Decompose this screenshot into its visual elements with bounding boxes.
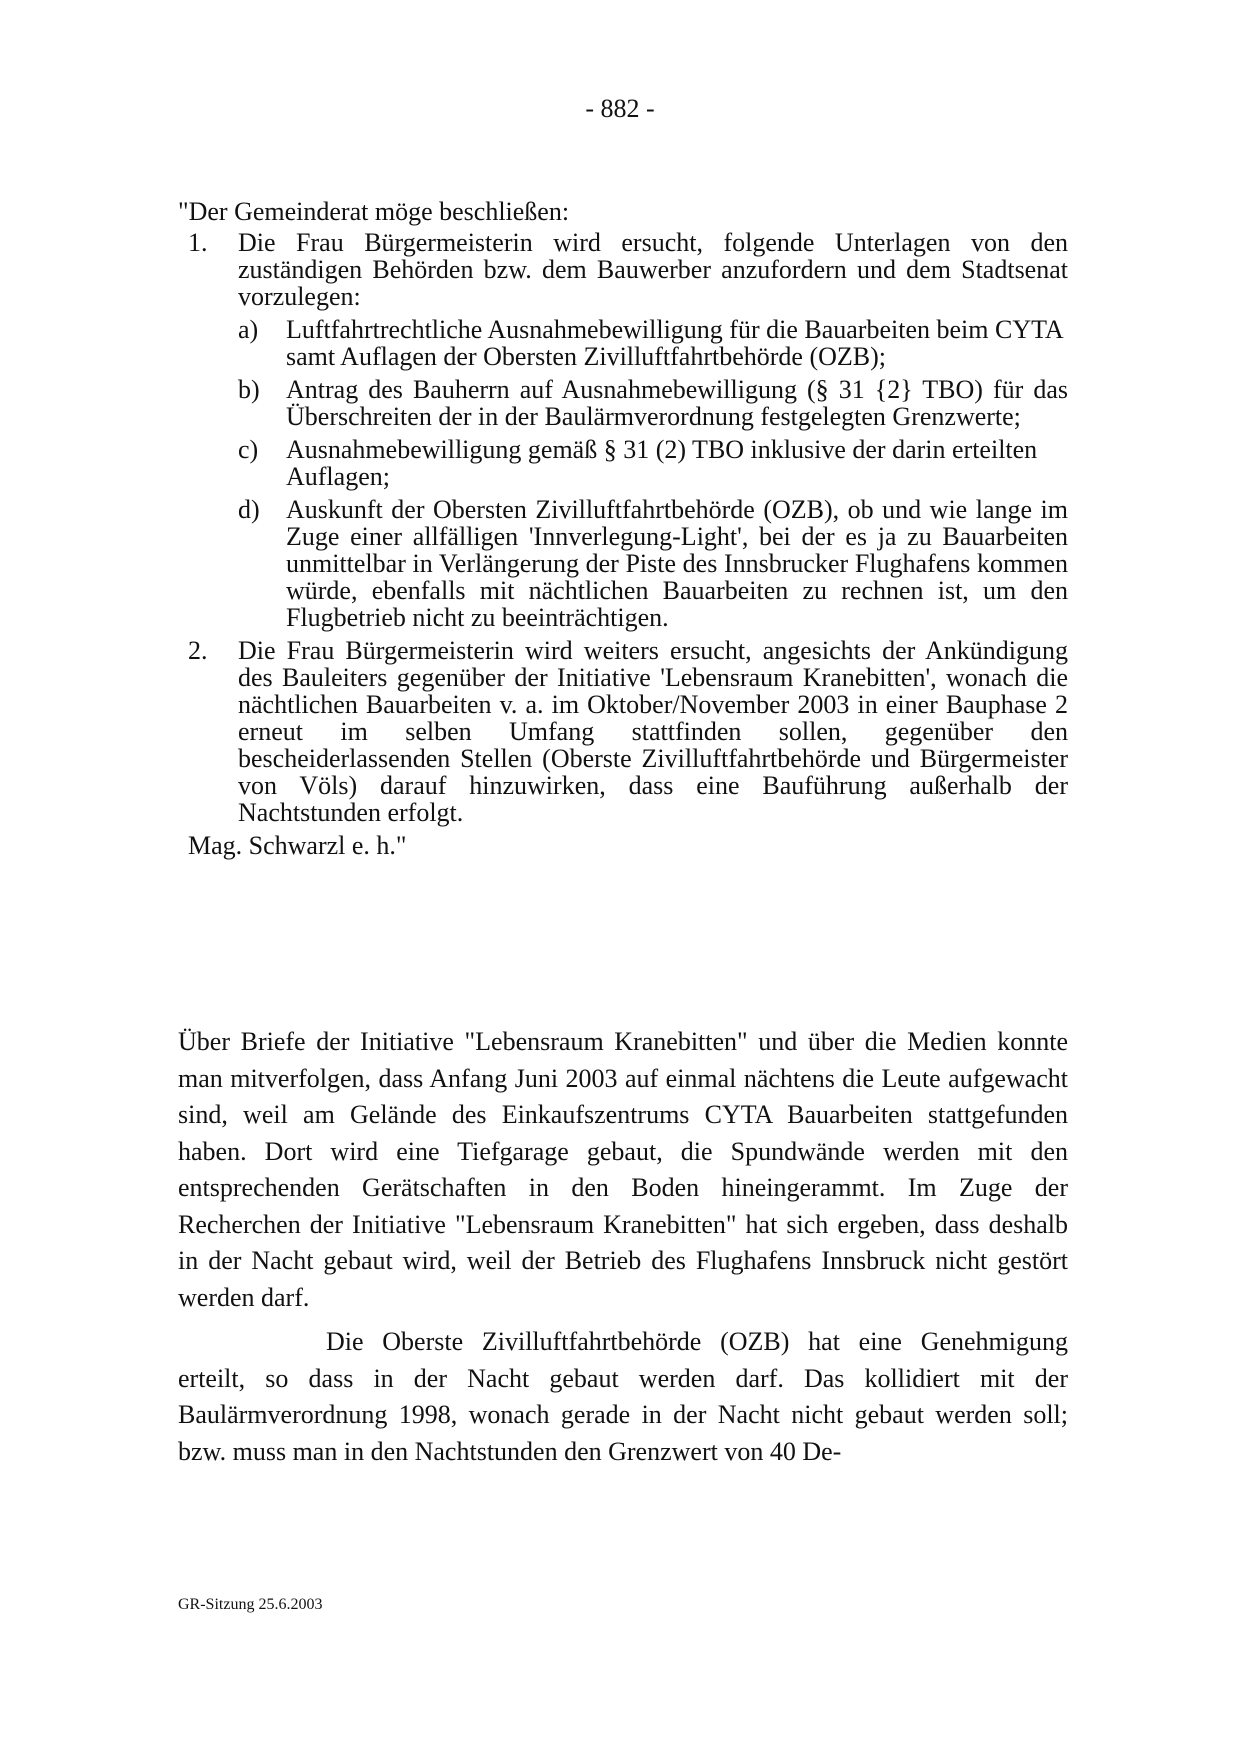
body-text	[178, 1024, 1068, 1478]
sub-item-text: Auskunft der Obersten Zivilluftfahrtbehörde (OZB), ob und wie lange im Zuge einer allfälligen 'Innverlegung-Light', bei der es ja zu Bauarbeiten unmittelbar in Verlängerung der Piste des Innsbrucker Flughafens kommen würde, ebenfalls mit nächtlichen Bauarbeiten zu rechnen ist, um den Flugbetrieb nicht zu beeinträchtigen.	[286, 495, 1068, 632]
sub-item-a	[238, 316, 1068, 370]
motion-item-1	[178, 229, 1068, 631]
item-number: 2.	[188, 636, 208, 665]
sub-item-letter: d)	[238, 495, 260, 524]
footer-session-date: GR-Sitzung 25.6.2003	[178, 1596, 323, 1613]
motion-intro: "Der Gemeinderat möge beschließen:	[178, 197, 570, 226]
sub-item-text: Ausnahmebewilligung gemäß § 31 (2) TBO inklusive der darin erteilten Auflagen;	[286, 435, 1038, 491]
motion-block	[178, 198, 1068, 859]
sub-item-letter: c)	[238, 435, 259, 464]
item-text: Die Frau Bürgermeisterin wird ersucht, folgende Unterlagen von den zuständigen Behörden bzw. dem Bauwerber anzufordern und dem Stadtsenat vorzulegen:	[238, 228, 1068, 311]
sub-item-b	[238, 376, 1068, 430]
sub-list	[238, 316, 1068, 631]
sub-item-letter: b)	[238, 375, 260, 404]
sub-item-text: Luftfahrtrechtliche Ausnahmebewilligung für die Bauarbeiten beim CYTA samt Auflagen der Obersten Zivilluftfahrtbehörde (OZB);	[286, 315, 1063, 371]
item-number: 1.	[188, 228, 208, 257]
signature: Mag. Schwarzl e. h."	[188, 831, 407, 860]
body-paragraph-2: Die Oberste Zivilluftfahrtbehörde (OZB) hat eine Genehmigung erteilt, so dass in der Nacht gebaut werden darf. Das kollidiert mit der Baulärmverordnung 1998, wonach gerade in der Nacht nicht gebaut werden soll; bzw. muss man in den Nachtstunden den Grenzwert von 40 De-	[178, 1327, 1068, 1466]
sub-item-letter: a)	[238, 315, 259, 344]
page-number: - 882 -	[585, 94, 655, 123]
motion-item-2	[178, 637, 1068, 826]
sub-item-d	[238, 496, 1068, 631]
body-paragraph-1: Über Briefe der Initiative "Lebensraum Kranebitten" und über die Medien konnte man mitverfolgen, dass Anfang Juni 2003 auf einmal nächtens die Leute aufgewacht sind, weil am Gelände des Einkaufszentrums CYTA Bauarbeiten stattgefunden haben. Dort wird eine Tiefgarage gebaut, die Spundwände werden mit den entsprechenden Gerätschaften in den Boden hineingerammt. Im Zuge der Recherchen der Initiative "Lebensraum Kranebitten" hat sich ergeben, dass deshalb in der Nacht gebaut wird, weil der Betrieb des Flughafens Innsbruck nicht gestört werden darf.	[178, 1027, 1068, 1312]
item-text: Die Frau Bürgermeisterin wird weiters ersucht, angesichts der Ankündigung des Bauleiters gegenüber der Initiative 'Lebensraum Kranebitten', wonach die nächtlichen Bauarbeiten v. a. im Oktober/November 2003 in einer Bauphase 2 erneut im selben Umfang stattfinden sollen, gegenüber den bescheiderlassenden Stellen (Oberste Zivilluftfahrtbehörde und Bürgermeister von Völs) darauf hinzuwirken, dass eine Bauführung außerhalb der Nachtstunden erfolgt.	[238, 636, 1068, 827]
sub-item-c	[238, 436, 1068, 490]
sub-item-text: Antrag des Bauherrn auf Ausnahmebewilligung (§ 31 {2} TBO) für das Überschreiten der in der Baulärmverordnung festgelegten Grenzwerte;	[286, 375, 1068, 431]
